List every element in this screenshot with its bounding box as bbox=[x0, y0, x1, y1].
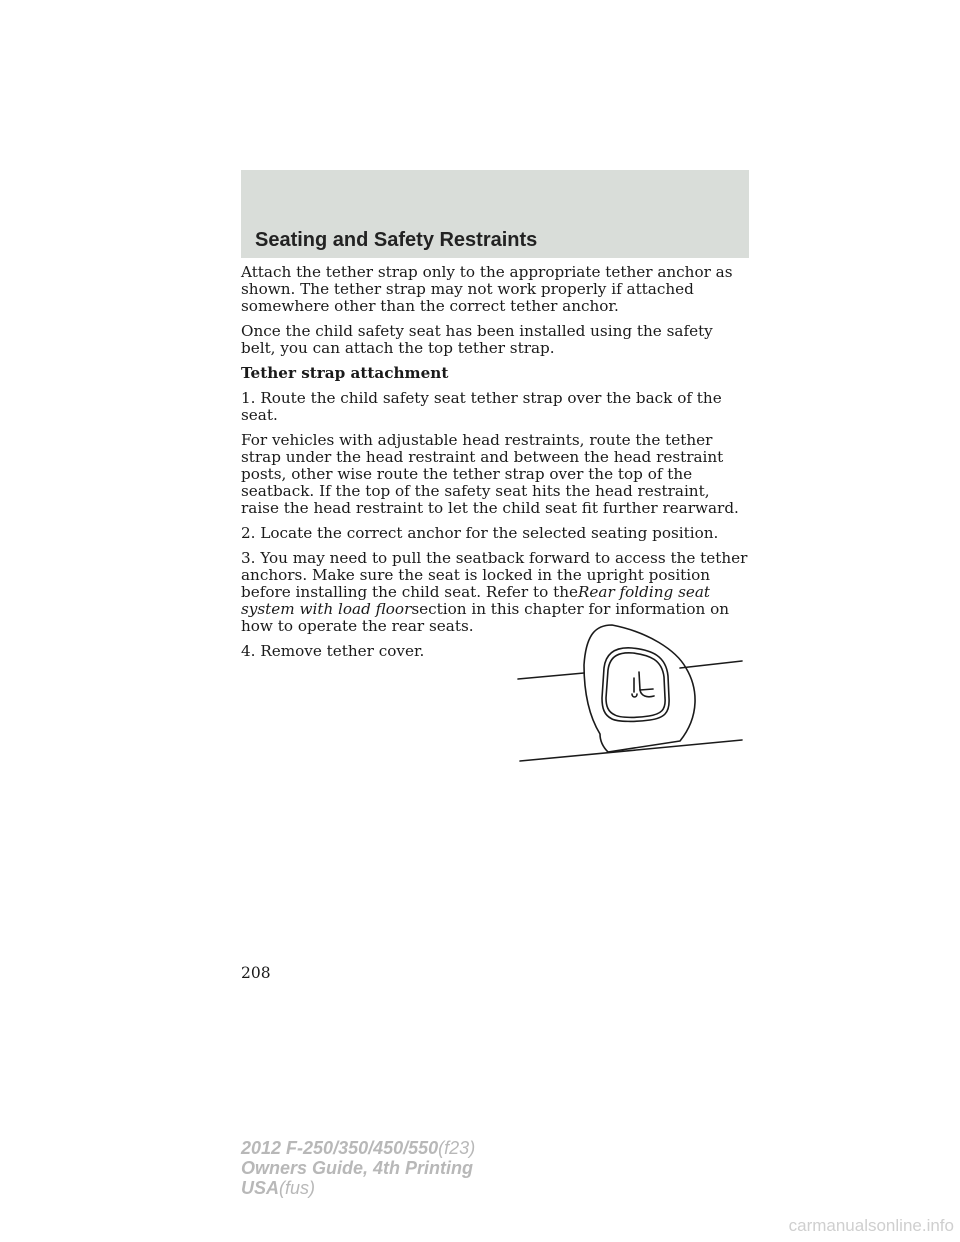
footer-line-2: Owners Guide, 4th Printing bbox=[241, 1158, 474, 1178]
paragraph-tether-warning: Attach the tether strap only to the appropriate tether anchor as shown. The tether strap may not work properly if attached somewhere other than the correct tether anchor. bbox=[241, 263, 733, 315]
tether-anchor-cover-icon bbox=[516, 618, 746, 768]
step-1: 1. Route the child safety seat tether strap over the back of the seat. bbox=[241, 389, 722, 424]
step-4: 4. Remove tether cover. bbox=[241, 642, 425, 660]
step-3-text-end: section in this chapter for information on how to operate the rear seats. bbox=[241, 600, 730, 635]
model-year: 2012 F-250/350/450/550 bbox=[241, 1138, 439, 1158]
section-title: Seating and Safety Restraints bbox=[255, 229, 538, 251]
tether-cover-illustration bbox=[516, 618, 746, 768]
model-code: (f23) bbox=[438, 1138, 476, 1158]
section-reference: Rear folding seat system with load floor bbox=[241, 583, 711, 618]
watermark: carmanualsonline.info bbox=[788, 1216, 954, 1235]
market-code: (fus) bbox=[279, 1178, 316, 1198]
subheading-tether-attachment: Tether strap attachment bbox=[241, 364, 449, 382]
page-number: 208 bbox=[241, 964, 271, 982]
paragraph-installed: Once the child safety seat has been installed using the safety belt, you can attach the top tether strap. bbox=[241, 322, 713, 357]
body-text bbox=[241, 264, 751, 668]
step-2: 2. Locate the correct anchor for the selected seating position. bbox=[241, 524, 719, 542]
footer-line-1 bbox=[241, 1138, 475, 1158]
footer-line-3 bbox=[241, 1178, 475, 1198]
paragraph-head-restraints: For vehicles with adjustable head restraints, route the tether strap under the head restraint and between the head restraint posts, other wise route the tether strap over the top of the seatback. If the top of the safety seat hits the head restraint, raise the head restraint to let the child seat fit further rearward. bbox=[241, 431, 739, 517]
step-3-text: 3. You may need to pull the seatback forward to access the tether anchors. Make sure the seat is locked in the upright position before installing the child seat. Refer to the bbox=[241, 549, 748, 601]
market: USA bbox=[241, 1178, 280, 1198]
section-header bbox=[241, 170, 749, 258]
document-footer bbox=[241, 1138, 475, 1198]
